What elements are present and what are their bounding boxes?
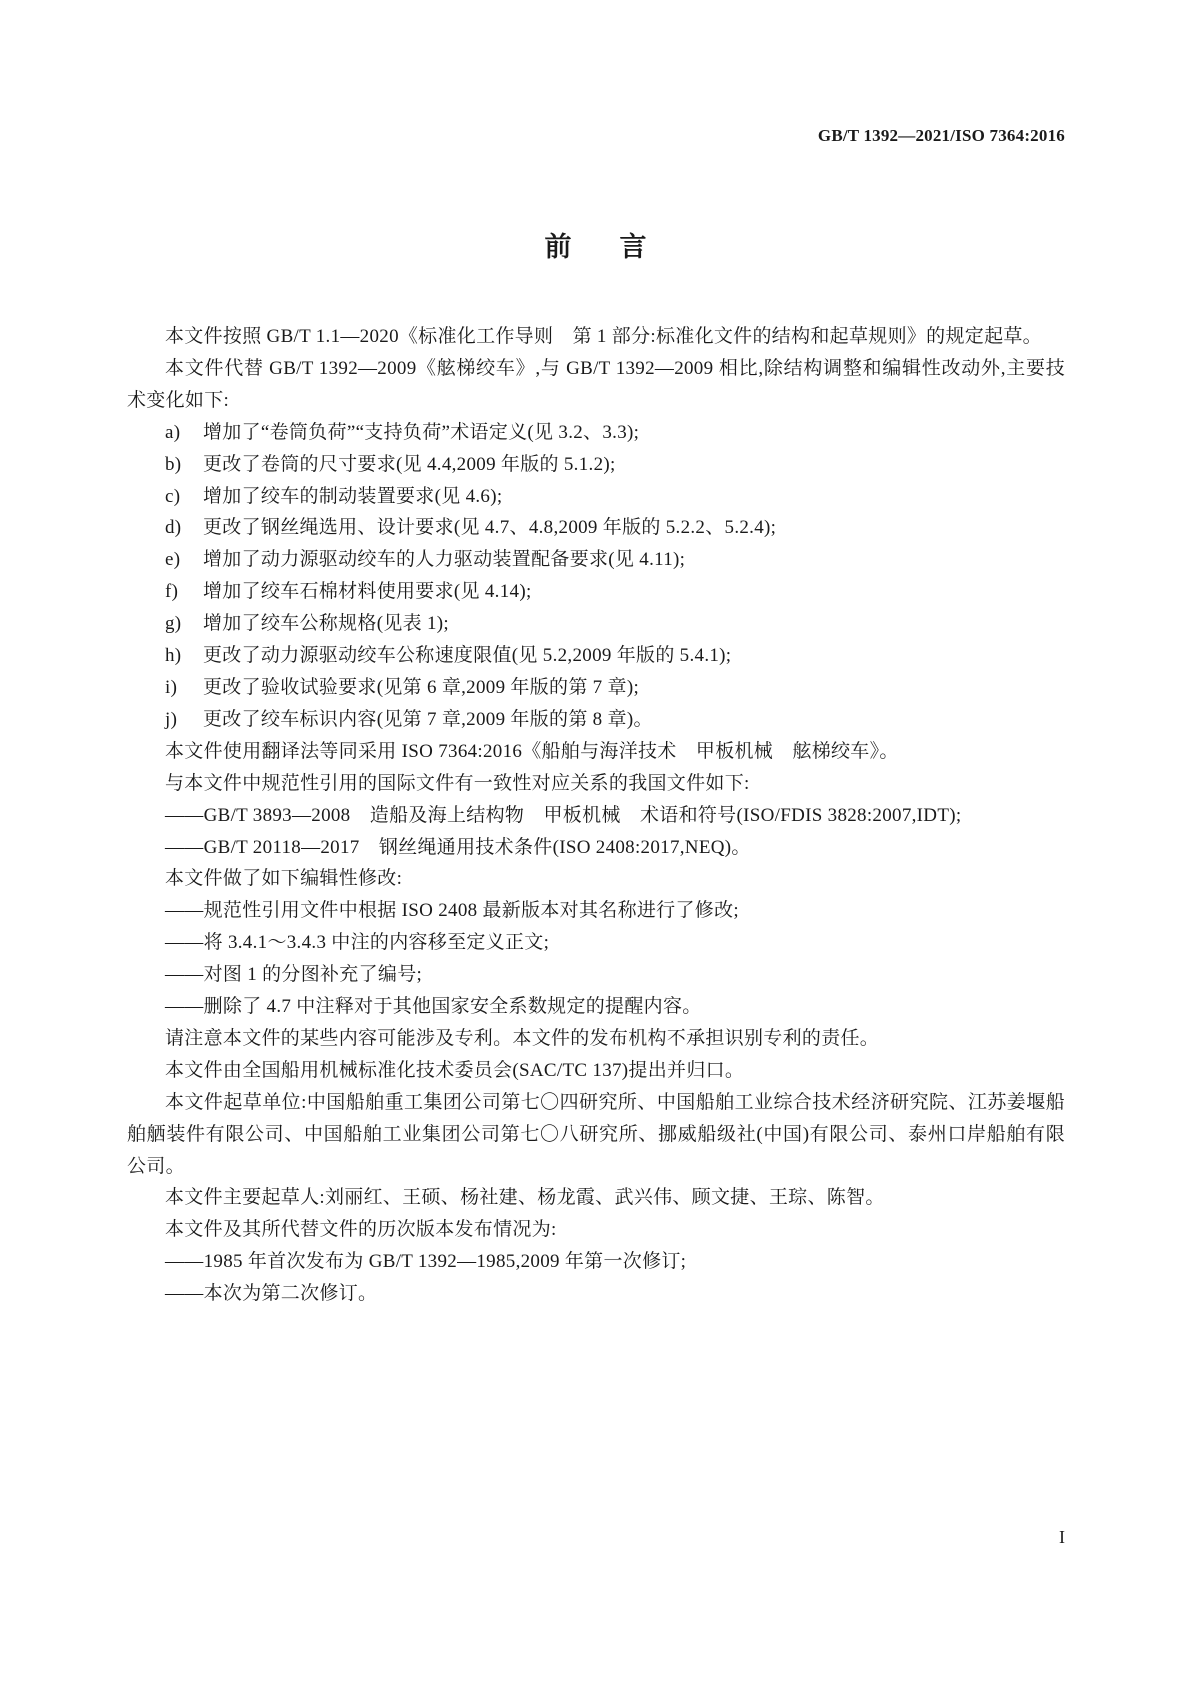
change-item-label: b) (165, 453, 182, 475)
standard-code-header: GB/T 1392—2021/ISO 7364:2016 (817, 126, 1065, 145)
page-title: 前言 (544, 232, 695, 263)
change-item-text: 增加了绞车石棉材料使用要求(见 4.14); (203, 581, 532, 603)
change-item-label: f) (165, 581, 179, 603)
paragraph-proposer: 本文件由全国船用机械标准化技术委员会(SAC/TC 137)提出并归口。 (165, 1059, 745, 1081)
change-item-label: d) (165, 517, 182, 539)
paragraph-history-intro: 本文件及其所代替文件的历次版本发布情况为: (165, 1219, 557, 1241)
change-item-label: c) (165, 485, 181, 507)
history-item: ——本次为第二次修订。 (165, 1283, 378, 1305)
correspondence-item: ——GB/T 3893—2008 造船及海上结构物 甲板机械 术语和符号(ISO/FDIS 3828:2007,IDT); (165, 804, 962, 826)
change-item-label: e) (165, 549, 181, 571)
paragraph-correspondence-intro: 与本文件中规范性引用的国际文件有一致性对应关系的我国文件如下: (165, 772, 750, 794)
change-item-label: g) (165, 613, 182, 635)
paragraph-adoption: 本文件使用翻译法等同采用 ISO 7364:2016《船舶与海洋技术 甲板机械 舷梯绞车》。 (165, 740, 899, 762)
change-item-text: 更改了验收试验要求(见第 6 章,2009 年版的第 7 章); (203, 676, 640, 698)
change-item (127, 704, 1065, 736)
change-item (127, 417, 1065, 449)
editorial-item: ——删除了 4.7 中注释对于其他国家安全系数规定的提醒内容。 (165, 996, 702, 1018)
change-item (127, 576, 1065, 608)
editorial-item: ——将 3.4.1～3.4.3 中注的内容移至定义正文; (165, 932, 550, 954)
page-number: I (1059, 1527, 1065, 1547)
paragraph-replacement: 本文件代替 GB/T 1392—2009《舷梯绞车》,与 GB/T 1392—2009 相比,除结构调整和编辑性改动外,主要技术变化如下: (127, 357, 1065, 411)
change-item-text: 增加了“卷筒负荷”“支持负荷”术语定义(见 3.2、3.3); (203, 421, 640, 443)
change-item-label: h) (165, 645, 182, 667)
change-item (127, 512, 1065, 544)
paragraph-editorial-intro: 本文件做了如下编辑性修改: (165, 868, 403, 890)
correspondence-item: ——GB/T 20118—2017 钢丝绳通用技术条件(ISO 2408:2017,NEQ)。 (165, 836, 751, 858)
change-item (127, 449, 1065, 481)
change-item-text: 更改了绞车标识内容(见第 7 章,2009 年版的第 8 章)。 (203, 708, 653, 730)
change-item (127, 672, 1065, 704)
change-item-text: 更改了动力源驱动绞车公称速度限值(见 5.2,2009 年版的 5.4.1); (203, 645, 732, 667)
paragraph-patent-notice: 请注意本文件的某些内容可能涉及专利。本文件的发布机构不承担识别专利的责任。 (165, 1027, 880, 1049)
change-item-text: 增加了动力源驱动绞车的人力驱动装置配备要求(见 4.11); (203, 549, 686, 571)
editorial-item: ——对图 1 的分图补充了编号; (165, 964, 423, 986)
change-item-label: a) (165, 421, 181, 443)
paragraph-drafting-rules: 本文件按照 GB/T 1.1—2020《标准化工作导则 第 1 部分:标准化文件的结构和起草规则》的规定起草。 (165, 326, 1042, 347)
change-item-label: j) (165, 708, 178, 730)
change-item-text: 增加了绞车的制动装置要求(见 4.6); (203, 485, 503, 507)
change-item (127, 608, 1065, 640)
foreword-body (127, 321, 1065, 1310)
change-item (127, 544, 1065, 576)
change-item (127, 481, 1065, 513)
editorial-item: ——规范性引用文件中根据 ISO 2408 最新版本对其名称进行了修改; (165, 900, 739, 922)
change-item-label: i) (165, 676, 178, 698)
paragraph-drafting-units: 本文件起草单位:中国船舶重工集团公司第七〇四研究所、中国船舶工业综合技术经济研究院、江苏姜堰船舶舾装件有限公司、中国船舶工业集团公司第七〇八研究所、挪威船级社(中国)有限公司、泰州口岸船舶有限公司。 (127, 1091, 1065, 1177)
change-item-text: 增加了绞车公称规格(见表 1); (203, 613, 449, 635)
change-item (127, 640, 1065, 672)
change-item-text: 更改了钢丝绳选用、设计要求(见 4.7、4.8,2009 年版的 5.2.2、5.2.4); (203, 517, 777, 539)
paragraph-drafters: 本文件主要起草人:刘丽红、王硕、杨社建、杨龙霞、武兴伟、顾文捷、王琮、陈智。 (165, 1187, 885, 1209)
change-item-text: 更改了卷筒的尺寸要求(见 4.4,2009 年版的 5.1.2); (203, 453, 616, 475)
history-item: ——1985 年首次发布为 GB/T 1392—1985,2009 年第一次修订; (165, 1251, 687, 1273)
